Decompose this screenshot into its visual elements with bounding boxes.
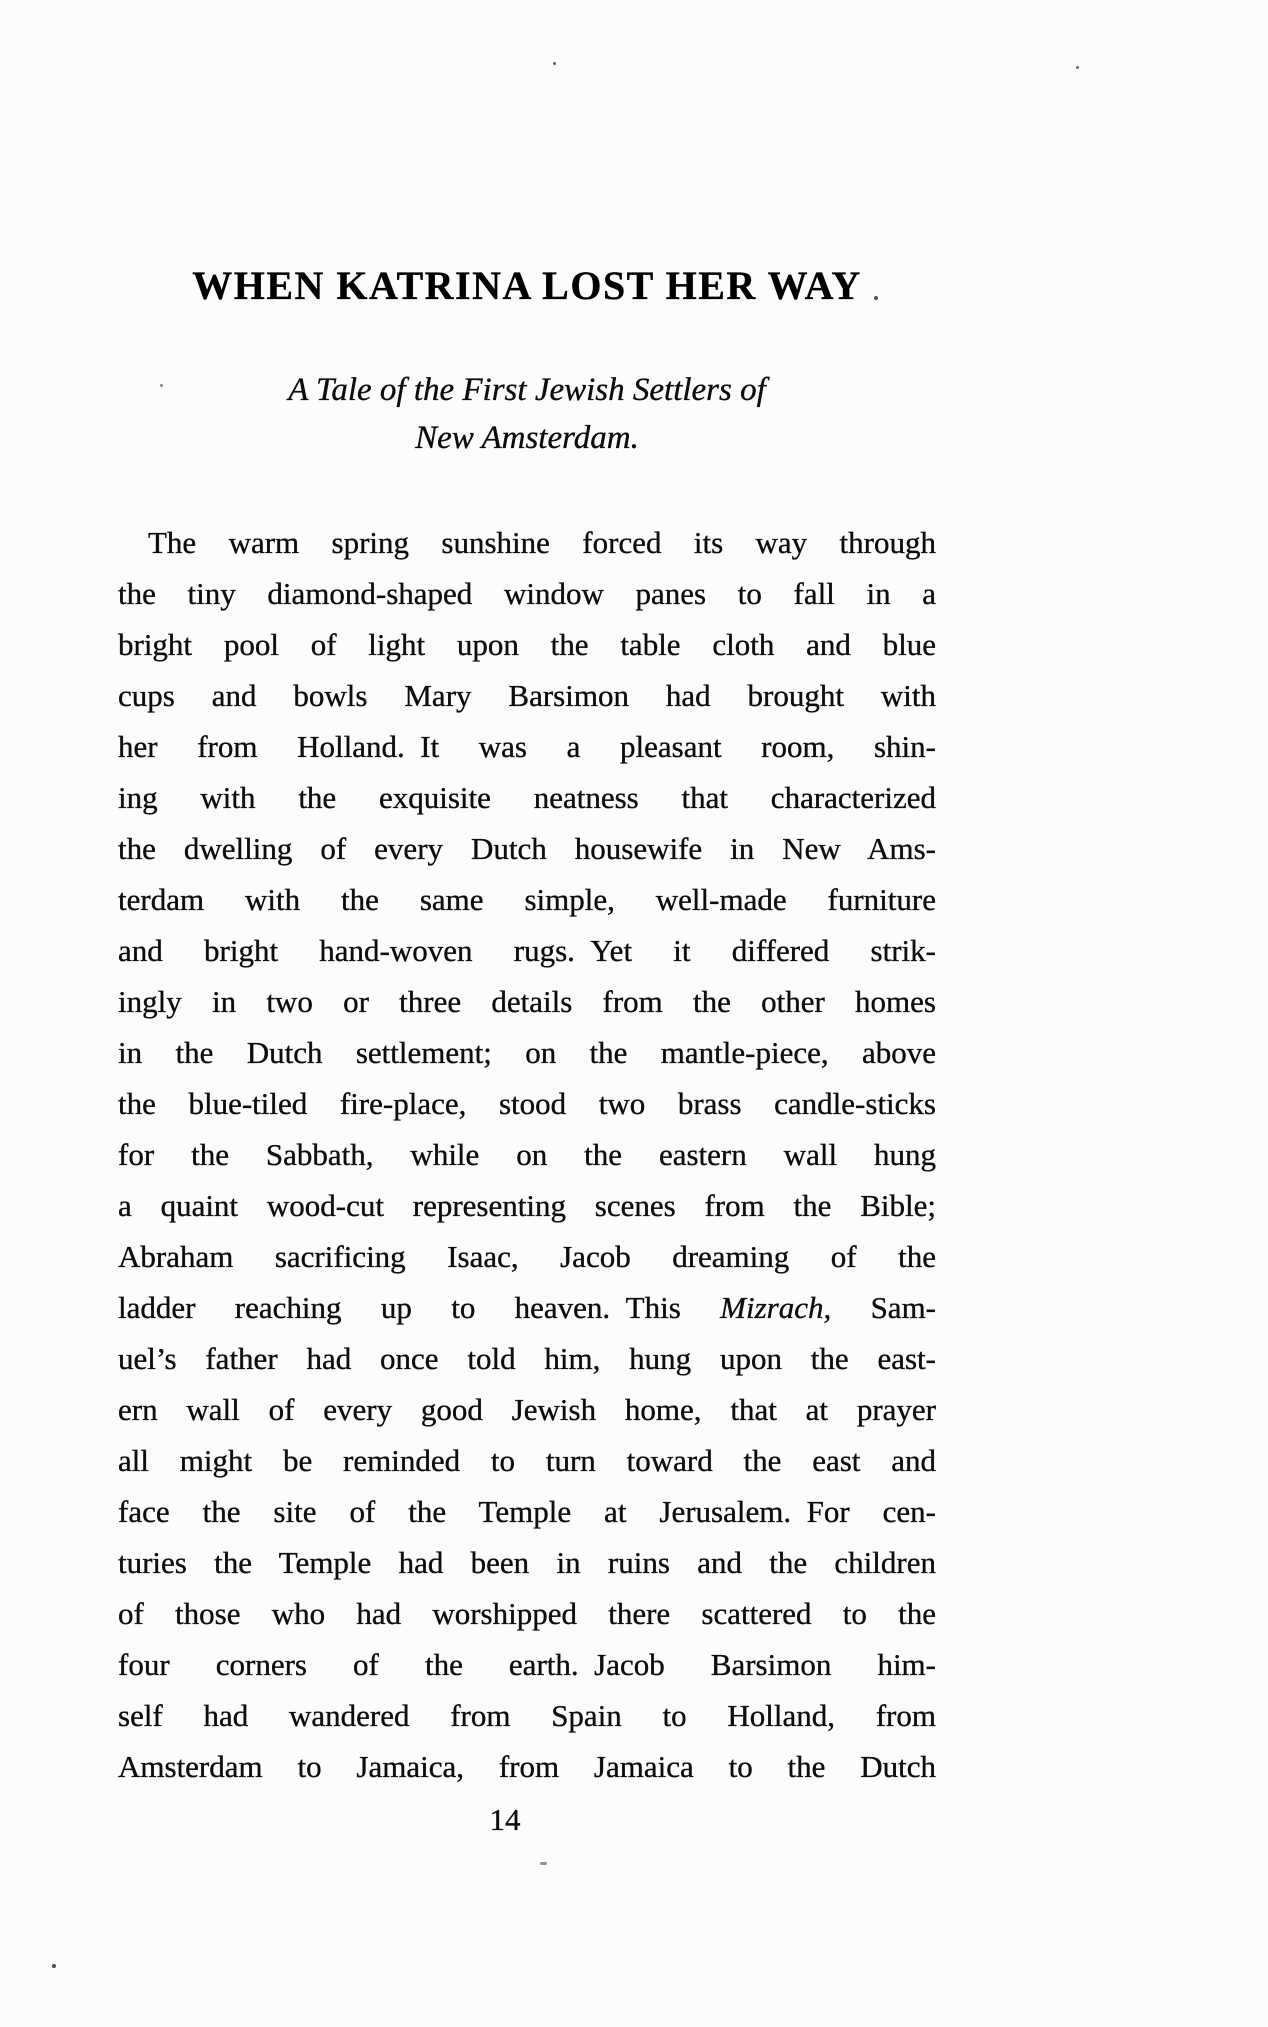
scan-speck: [52, 1964, 56, 1968]
body-line: ing with the exquisite neatness that characterized: [118, 780, 936, 815]
page-number: 14: [489, 1802, 521, 1837]
body-line: and bright hand-woven rugs. Yet it differed strik-: [118, 933, 936, 968]
body-line: her from Holland. It was a pleasant room, shin-: [118, 729, 936, 764]
body-line: terdam with the same simple, well-made furniture: [118, 882, 936, 917]
body-line-segment: Sam-: [831, 1290, 936, 1325]
body-line: Amsterdam to Jamaica, from Jamaica to the Dutch: [118, 1749, 936, 1784]
body-line: cups and bowls Mary Barsimon had brought with: [118, 678, 936, 713]
body-line: ingly in two or three details from the other homes: [118, 984, 936, 1019]
body-line: of those who had worshipped there scattered to the: [118, 1596, 936, 1631]
body-line: for the Sabbath, while on the eastern wall hung: [118, 1137, 936, 1172]
subtitle-line-1: A Tale of the First Jewish Settlers of: [288, 372, 766, 408]
body-line: four corners of the earth. Jacob Barsimon him-: [118, 1647, 936, 1682]
body-line: the tiny diamond-shaped window panes to fall in a: [118, 576, 936, 611]
body-line: self had wandered from Spain to Holland, from: [118, 1698, 936, 1733]
subtitle-line-2: New Amsterdam.: [415, 420, 639, 456]
body-line: the dwelling of every Dutch housewife in New Ams-: [118, 831, 936, 866]
scan-speck: [874, 296, 878, 300]
scan-speck: [160, 384, 163, 387]
text-column: [118, 0, 936, 2027]
body-line: all might be reminded to turn toward the east and: [118, 1443, 936, 1478]
body-line: the blue-tiled fire-place, stood two brass candle-sticks: [118, 1086, 936, 1121]
body-line: a quaint wood-cut representing scenes from the Bible;: [118, 1188, 936, 1223]
mizrach-italic-term: Mizrach,: [720, 1290, 832, 1325]
body-line: [118, 1282, 936, 1333]
body-line: Abraham sacrificing Isaac, Jacob dreaming of the: [118, 1239, 936, 1274]
body-text: [118, 517, 936, 1792]
body-line: turies the Temple had been in ruins and the children: [118, 1545, 936, 1580]
body-line: The warm spring sunshine forced its way through: [148, 525, 936, 560]
scan-speck: [1076, 66, 1079, 69]
body-line: ern wall of every good Jewish home, that at prayer: [118, 1392, 936, 1427]
body-line-segment: ladder reaching up to heaven. This: [118, 1290, 721, 1325]
page-title: WHEN KATRINA LOST HER WAY: [192, 263, 862, 308]
story-subtitle: [118, 366, 936, 462]
scan-speck: [540, 1862, 547, 1865]
body-line: bright pool of light upon the table cloth and blue: [118, 627, 936, 662]
scan-speck: [553, 62, 556, 65]
body-line: in the Dutch settlement; on the mantle-piece, above: [118, 1035, 936, 1070]
body-line: uel’s father had once told him, hung upon the east-: [118, 1341, 936, 1376]
body-line: face the site of the Temple at Jerusalem. For cen-: [118, 1494, 936, 1529]
